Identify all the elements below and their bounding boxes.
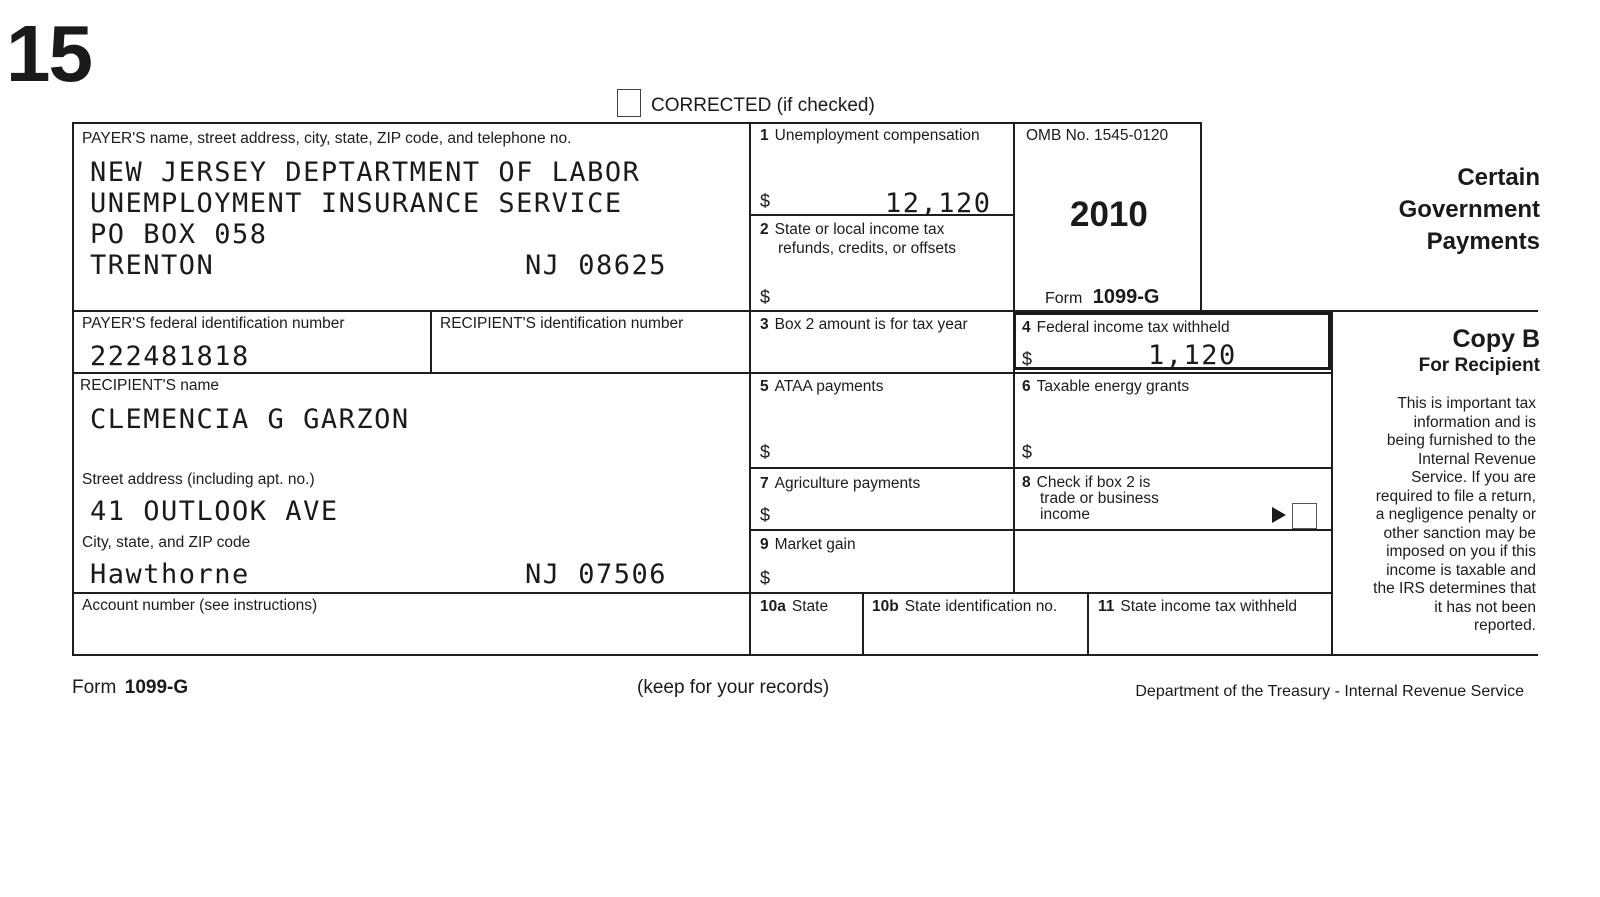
box9-label: 9 Market gain <box>760 536 856 553</box>
box3-label: 3 Box 2 amount is for tax year <box>760 316 968 333</box>
payer-line3: PO BOX 058 <box>90 219 268 250</box>
corrected-label: CORRECTED (if checked) <box>651 95 875 116</box>
payer-line2: UNEMPLOYMENT INSURANCE SERVICE <box>90 188 623 219</box>
omb-form-id: Form 1099-G <box>1045 286 1160 308</box>
box10b-label: 10b State identification no. <box>872 598 1058 615</box>
copy-notice: This is important tax information and is being furnished to the Internal Revenue Service. If you are required to file a return, a negligence penalty or other sanction may be imposed on you if this income is taxable and the IRS determines that it has not been reported. <box>1373 395 1536 634</box>
box5-label: 5 ATAA payments <box>760 378 884 395</box>
copy-subtitle: For Recipient <box>1418 355 1540 376</box>
box8-checkbox[interactable] <box>1292 503 1317 529</box>
box8-label-line2: trade or business <box>1040 490 1159 507</box>
box9-dollar: $ <box>760 568 771 588</box>
page-number: 15 <box>6 9 91 98</box>
box4-label: 4 Federal income tax withheld <box>1022 319 1230 336</box>
box8-arrow-icon <box>1272 507 1286 523</box>
form-title: Certain Government Payments <box>1398 164 1540 255</box>
payer-fed-id-label: PAYER'S federal identification number <box>82 315 345 332</box>
box6-label: 6 Taxable energy grants <box>1022 378 1190 395</box>
box5-dollar: $ <box>760 442 771 462</box>
recipient-name-label: RECIPIENT'S name <box>80 377 220 394</box>
footer-form-id: Form 1099-G <box>72 677 189 698</box>
recipient-id-label: RECIPIENT'S identification number <box>440 315 684 332</box>
box8-label: 8 Check if box 2 is <box>1022 474 1151 491</box>
box8-label-line3: income <box>1040 506 1090 523</box>
street-label: Street address (including apt. no.) <box>82 471 315 488</box>
footer-keep: (keep for your records) <box>637 677 830 698</box>
box4-value: 1,120 <box>1148 343 1237 367</box>
street-value: 41 OUTLOOK AVE <box>90 496 339 527</box>
box2-label-line2: refunds, credits, or offsets <box>778 240 957 257</box>
copy-title: Copy B <box>1452 325 1540 353</box>
payer-line1: NEW JERSEY DEPTARTMENT OF LABOR <box>90 157 641 188</box>
payer-city: TRENTON <box>90 250 215 281</box>
box7-dollar: $ <box>760 505 771 525</box>
city-label: City, state, and ZIP code <box>82 534 251 551</box>
tax-year: 2010 <box>1070 195 1148 234</box>
city-state-zip: NJ 07506 <box>525 559 668 590</box>
footer-dept: Department of the Treasury - Internal Revenue Service <box>1135 683 1524 700</box>
recipient-name-value: CLEMENCIA G GARZON <box>90 404 410 435</box>
account-label: Account number (see instructions) <box>82 597 318 614</box>
box1-dollar: $ <box>760 191 771 211</box>
box2-dollar: $ <box>760 287 771 307</box>
box1-label: 1 Unemployment compensation <box>760 127 980 144</box>
box11-label: 11 State income tax withheld <box>1098 598 1298 615</box>
box2-label: 2 State or local income tax <box>760 221 945 238</box>
payer-fed-id-value: 222481818 <box>90 341 250 372</box>
box1-value: 12,120 <box>885 188 992 219</box>
payer-label: PAYER'S name, street address, city, state, ZIP code, and telephone no. <box>82 130 572 147</box>
box7-label: 7 Agriculture payments <box>760 475 921 492</box>
corrected-checkbox[interactable] <box>617 89 641 117</box>
box6-dollar: $ <box>1022 442 1033 462</box>
omb-number: OMB No. 1545-0120 <box>1026 127 1169 144</box>
box4-dollar: $ <box>1022 349 1033 369</box>
box10a-label: 10a State <box>760 598 829 615</box>
payer-state-zip: NJ 08625 <box>525 250 668 281</box>
city-value: Hawthorne <box>90 559 250 590</box>
